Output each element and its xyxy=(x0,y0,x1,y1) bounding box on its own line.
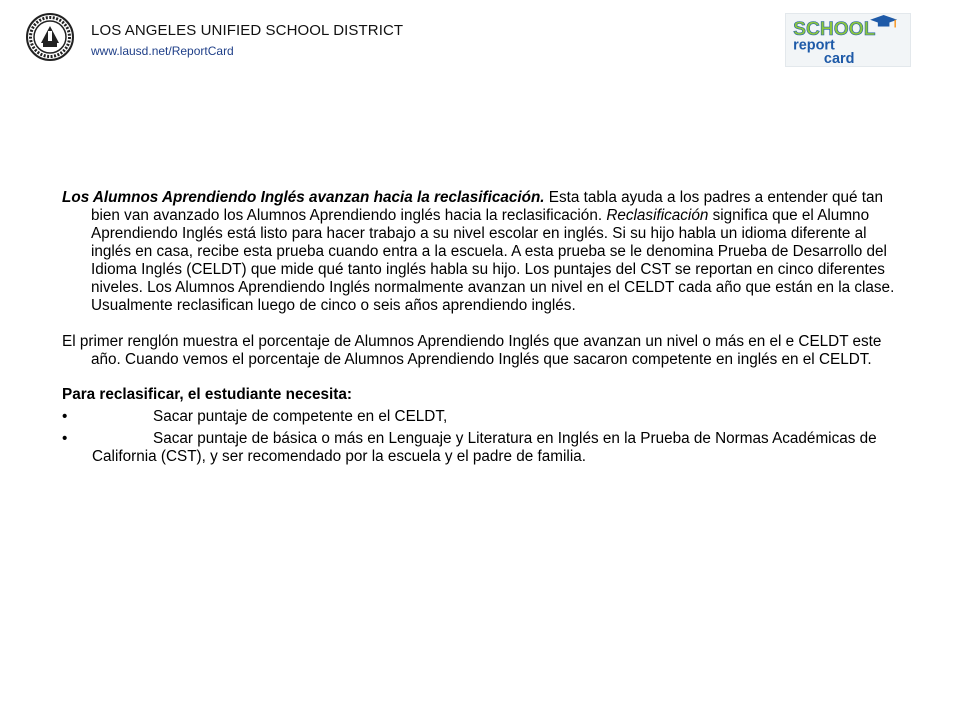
list-item xyxy=(62,408,908,426)
logo-line-card: card xyxy=(823,51,855,67)
report-card-url[interactable]: www.lausd.net/ReportCard xyxy=(91,44,234,58)
district-seal-icon xyxy=(26,13,74,61)
list-item xyxy=(62,430,908,466)
paragraph-lead: Los Alumnos Aprendiendo Inglés avanzan hacia la reclasificación. xyxy=(62,189,545,206)
bullet-text: Sacar puntaje de básica o más en Lenguaje y Literatura en Inglés en la Prueba de Normas Académicas de California (CST), y ser recomendado por la escuela y el padre de familia. xyxy=(92,430,877,465)
paragraph-text-b: significa que el Alumno Aprendiendo Inglés está listo para hacer trabajo a su nivel escolar en inglés. Si su hijo habla un idioma diferente al inglés en casa, recibe esta prueba cuando entra a la escuela. A esta prueba se le denomina Prueba de Desarrollo del Idioma Inglés (CELDT) que mide qué tanto inglés habla su hijo. Los puntajes del CST se reportan en cinco diferentes niveles. Los Alumnos Aprendiendo Inglés normalmente avanzan un nivel en el CELDT cada año que están en la clase. Usualmente reclasifican luego de cinco o seis años aprendiendo inglés. xyxy=(91,207,895,314)
reclassification-paragraph xyxy=(62,189,908,315)
logo-line-report: report xyxy=(793,37,835,54)
main-content xyxy=(62,189,908,466)
requirements-heading: Para reclasificar, el estudiante necesita: xyxy=(62,386,352,403)
district-name: LOS ANGELES UNIFIED SCHOOL DISTRICT xyxy=(91,22,404,39)
bullet-icon: • xyxy=(62,430,68,447)
school-report-card-logo xyxy=(785,13,911,67)
reclassification-term: Reclasificación xyxy=(606,207,709,224)
bullet-icon: • xyxy=(62,408,68,425)
first-row-paragraph: El primer renglón muestra el porcentaje de Alumnos Aprendiendo Inglés que avanzan un nivel o más en el e CELDT este año. Cuando vemos el porcentaje de Alumnos Aprendiendo Inglés que sacaron competente en inglés en el CELDT. xyxy=(62,333,882,368)
logo-line-school: SCHOOL xyxy=(793,19,876,41)
bullet-text: Sacar puntaje de competente en el CELDT, xyxy=(153,408,448,425)
paragraph-text-a: Esta tabla ayuda a los padres a entender qué tan bien van avanzado los Alumnos Aprendiendo inglés hacia la reclasificación. xyxy=(91,189,884,224)
